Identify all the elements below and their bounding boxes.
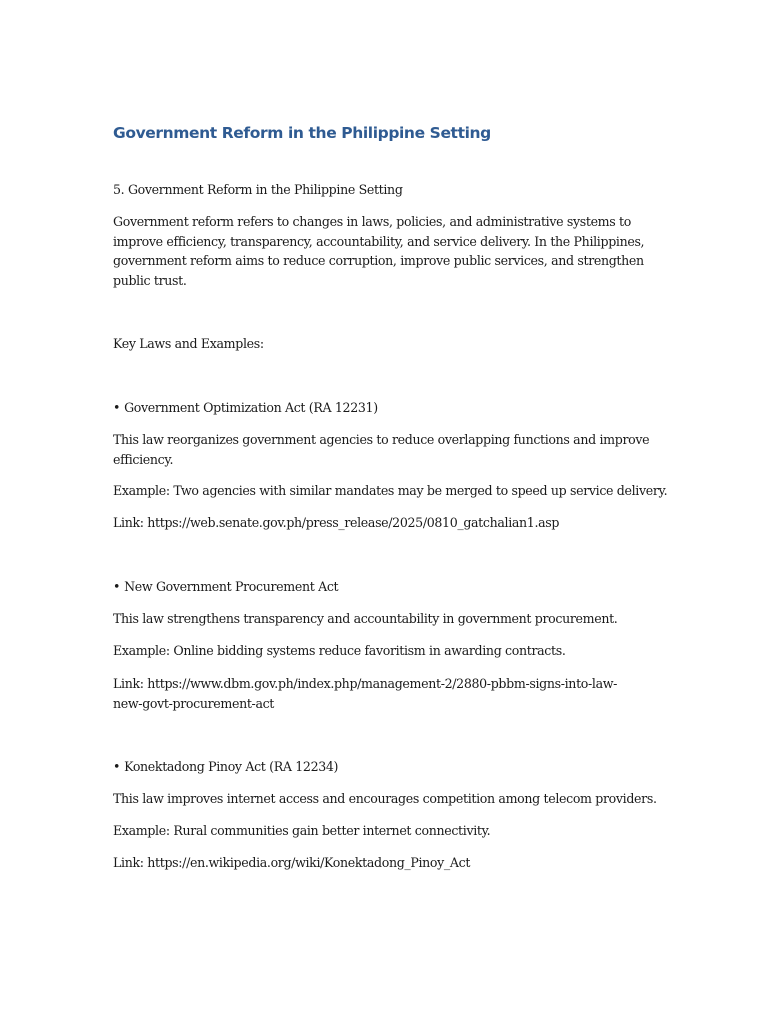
intro-line: public trust. bbox=[113, 272, 187, 288]
bullet-icon: • bbox=[113, 400, 121, 415]
law-link[interactable] bbox=[113, 513, 658, 533]
law-example: Example: Online bidding systems reduce favoritism in awarding contracts. bbox=[113, 643, 566, 658]
law-description bbox=[113, 609, 658, 629]
law-description bbox=[113, 430, 658, 469]
law-title bbox=[113, 757, 658, 777]
link-line[interactable]: Link: https://web.senate.gov.ph/press_release/2025/0810_gatchalian1.asp bbox=[113, 515, 560, 530]
law-title bbox=[113, 577, 658, 597]
section-heading: 5. Government Reform in the Philippine Setting bbox=[113, 182, 403, 197]
link-line[interactable]: Link: https://www.dbm.gov.ph/index.php/management-2/2880-pbbm-signs-into-law- bbox=[113, 676, 618, 691]
link-line[interactable]: new-govt-procurement-act bbox=[113, 695, 275, 711]
law-name: New Government Procurement Act bbox=[124, 579, 339, 594]
intro-line: government reform aims to reduce corruption, improve public services, and strengthen bbox=[113, 253, 644, 269]
link-line[interactable]: Link: https://en.wikipedia.org/wiki/Konektadong_Pinoy_Act bbox=[113, 855, 471, 870]
law-example: Example: Rural communities gain better internet connectivity. bbox=[113, 823, 491, 838]
document-title: Government Reform in the Philippine Setting bbox=[113, 124, 491, 142]
intro-line: improve efficiency, transparency, accountability, and service delivery. In the Philippines, bbox=[113, 233, 645, 249]
law-link[interactable] bbox=[113, 674, 658, 713]
description-line: This law strengthens transparency and accountability in government procurement. bbox=[113, 611, 618, 626]
bullet-icon: • bbox=[113, 759, 121, 774]
law-description bbox=[113, 789, 658, 809]
description-line: This law improves internet access and encourages competition among telecom providers. bbox=[113, 791, 657, 806]
intro-paragraph bbox=[113, 212, 658, 290]
law-link[interactable] bbox=[113, 853, 658, 873]
description-line: This law reorganizes government agencies to reduce overlapping functions and improve bbox=[113, 432, 650, 447]
law-name: Konektadong Pinoy Act (RA 12234) bbox=[124, 759, 339, 774]
description-line: efficiency. bbox=[113, 451, 174, 467]
law-name: Government Optimization Act (RA 12231) bbox=[124, 400, 378, 415]
intro-line: Government reform refers to changes in laws, policies, and administrative systems to bbox=[113, 214, 631, 229]
law-example: Example: Two agencies with similar mandates may be merged to speed up service delivery. bbox=[113, 483, 668, 498]
bullet-icon: • bbox=[113, 579, 121, 594]
document-page bbox=[113, 0, 668, 1024]
law-title bbox=[113, 398, 658, 418]
key-laws-heading: Key Laws and Examples: bbox=[113, 336, 264, 351]
